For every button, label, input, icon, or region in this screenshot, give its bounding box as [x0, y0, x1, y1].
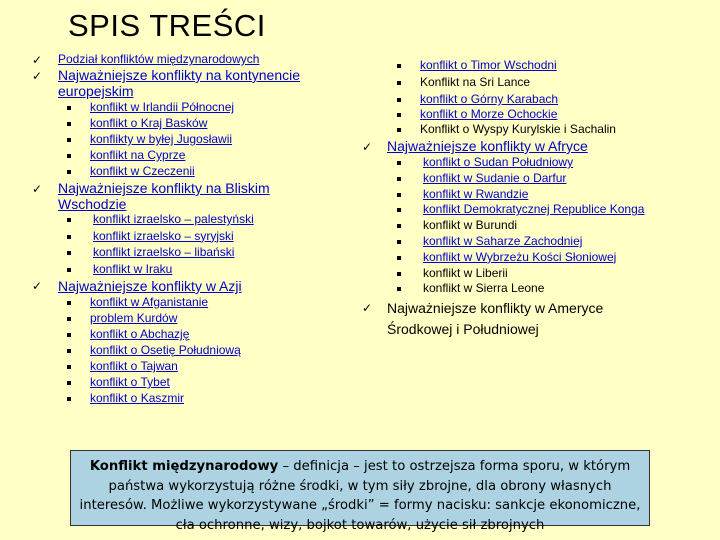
bullet-icon [67, 122, 71, 126]
checkmark-icon: ✓ [362, 301, 373, 315]
bullet-icon [67, 365, 71, 369]
asia-conflict-link[interactable]: konflikt o Górny Karabach [420, 92, 559, 106]
asia-conflict-link[interactable]: problem Kurdów [90, 311, 178, 325]
checkmark-icon: ✓ [32, 69, 43, 83]
bullet-icon [67, 317, 71, 321]
checkmark-icon: ✓ [32, 182, 43, 196]
bullet-icon [67, 218, 71, 222]
mideast-conflict-link[interactable]: konflikt izraelsko – palestyński [93, 212, 254, 226]
americas-heading-2: Środkowej i Południowej [387, 321, 539, 337]
europe-conflict-link[interactable]: konflikty w byłej Jugosławii [90, 132, 233, 146]
europe-conflict-link[interactable]: konflikt na Cyprze [90, 148, 186, 162]
africa-conflict-link: konflikt w Burundi [423, 218, 518, 233]
bullet-icon [67, 251, 71, 255]
bullet-icon [67, 301, 71, 305]
americas-heading: Najważniejsze konflikty w Ameryce [387, 300, 604, 316]
link-podzial[interactable]: Podział konfliktów międzynarodowych [58, 52, 260, 66]
bullet-icon [397, 224, 401, 228]
bullet-icon [397, 64, 401, 68]
link-europe-heading[interactable]: Najważniejsze konflikty na kontynencie [58, 67, 301, 83]
bullet-icon [397, 161, 401, 165]
asia-conflict-link[interactable]: konflikt o Tajwan [90, 359, 178, 373]
africa-conflict-link[interactable]: konflikt w Saharze Zachodniej [423, 234, 583, 248]
bullet-icon [67, 268, 71, 272]
link-africa-heading[interactable]: Najważniejsze konflikty w Afryce [387, 138, 588, 154]
definition-box [70, 450, 650, 533]
africa-conflict-link[interactable]: konflikt o Sudan Południowy [423, 155, 574, 169]
bullet-icon [397, 256, 401, 260]
asia-conflict-link[interactable]: konflikt o Abchazję [90, 327, 190, 341]
africa-conflict-link[interactable]: konflikt w Wybrzeżu Kości Słoniowej [423, 249, 617, 264]
bullet-icon [397, 208, 401, 212]
bullet-icon [397, 272, 401, 276]
link-mideast-heading[interactable]: Najważniejsze konflikty na Bliskim [58, 180, 270, 196]
bullet-icon [397, 177, 401, 181]
link-europe-heading-2[interactable]: europejskim [58, 83, 134, 99]
europe-conflict-link[interactable]: konflikt w Irlandii Północnej [90, 100, 235, 114]
bullet-icon [397, 287, 401, 291]
checkmark-icon: ✓ [32, 53, 43, 67]
bullet-icon [67, 138, 71, 142]
bullet-icon [397, 81, 401, 85]
bullet-icon [397, 113, 401, 117]
bullet-icon [67, 235, 71, 239]
checkmark-icon: ✓ [32, 279, 43, 293]
bullet-icon [67, 349, 71, 353]
bullet-icon [397, 240, 401, 244]
asia-conflict-link[interactable]: konflikt o Osetię Południową [90, 343, 241, 357]
asia-conflict-link[interactable]: konflikt o Timor Wschodni [420, 58, 557, 72]
mideast-conflict-link[interactable]: konflikt w Iraku [93, 261, 173, 276]
asia-conflict-link: Konflikt na Sri Lance [420, 75, 531, 89]
mideast-conflict-link[interactable]: konflikt izraelsko – syryjski [93, 228, 234, 243]
bullet-icon [67, 333, 71, 337]
africa-conflict-link[interactable]: konflikt w Sudanie o Darfur [423, 170, 567, 185]
africa-conflict-link[interactable]: konflikt Demokratycznej Republice Konga [423, 202, 645, 217]
asia-conflict-link[interactable]: konflikt o Tybet [90, 375, 170, 389]
africa-conflict-link[interactable]: konflikt w Rwandzie [423, 186, 529, 201]
africa-conflict-link: konflikt w Sierra Leone [423, 281, 545, 296]
bullet-icon [67, 154, 71, 158]
bullet-icon [67, 381, 71, 385]
link-mideast-heading-2[interactable]: Wschodzie [58, 196, 127, 212]
link-asia-heading[interactable]: Najważniejsze konflikty w Azji [58, 278, 242, 294]
bullet-icon [67, 397, 71, 401]
europe-conflict-link[interactable]: konflikt o Kraj Basków [90, 116, 208, 130]
definition-term: Konflikt międzynarodowy [89, 459, 279, 474]
bullet-icon [397, 128, 401, 132]
bullet-icon [397, 193, 401, 197]
asia-conflict-link: Konflikt o Wyspy Kurylskie i Sachalin [420, 122, 616, 136]
asia-conflict-link[interactable]: konflikt o Kaszmir [90, 391, 185, 405]
checkmark-icon: ✓ [362, 140, 373, 154]
bullet-icon [397, 98, 401, 102]
definition-text: – definicja – jest to ostrzejsza forma sporu, w którym państwa wykorzystują różne środki, w tym siły zbrojne, dla obrony własnych interesów. Możliwe wykorzystywane „środki” = formy nacisku: sankcje ekonomiczne, cła ochronne, wizy, bojkot towarów, użycie sił zbrojnych [79, 459, 641, 533]
asia-conflict-link[interactable]: konflikt o Morze Ochockie [420, 107, 558, 121]
africa-conflict-link: konflikt w Liberii [423, 265, 508, 280]
europe-conflict-link[interactable]: konflikt w Czeczenii [90, 164, 195, 178]
asia-conflict-link[interactable]: konflikt w Afganistanie [90, 295, 209, 309]
mideast-conflict-link[interactable]: konflikt izraelsko – libański [93, 245, 235, 259]
bullet-icon [67, 106, 71, 110]
bullet-icon [67, 170, 71, 174]
page-title: SPIS TREŚCI [68, 8, 266, 43]
